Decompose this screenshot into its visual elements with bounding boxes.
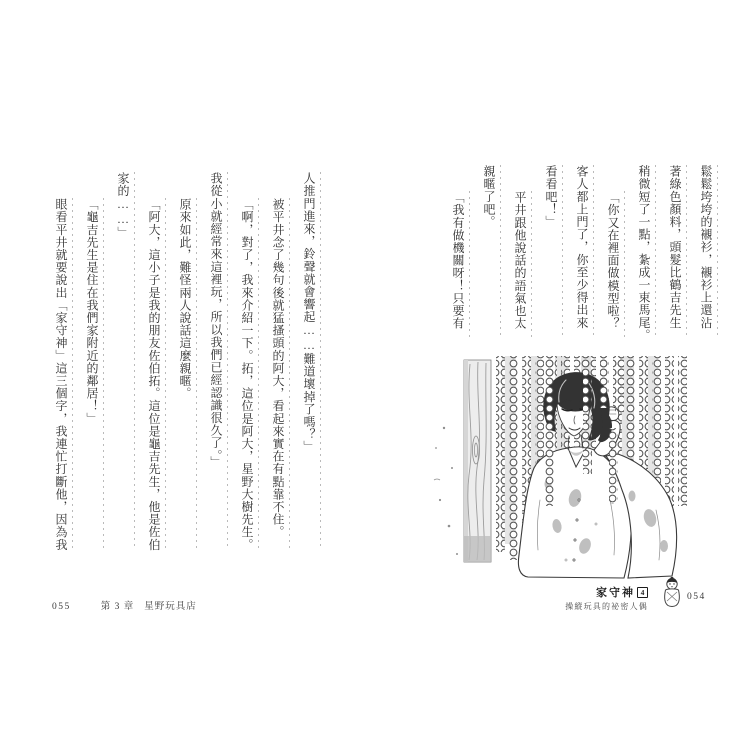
series-title: 家守神 [596, 587, 635, 599]
wood-frame [464, 360, 491, 562]
text-column: 「啊，對了，我來介紹一下。拓，這位是阿大，星野大樹先生。 [240, 172, 254, 551]
series-title-block [565, 587, 648, 611]
page-055-text-block [54, 172, 316, 551]
paint-speckles [434, 427, 458, 555]
page-number-left: 055 [52, 602, 71, 612]
text-column: 親暱了吧。 [482, 165, 496, 341]
text-column: 人推門進來，鈴聲就會響起……難道壞掉了嗎？」 [302, 172, 316, 551]
text-column: 客人都上門了，你至少得出來 [575, 165, 589, 341]
text-column: 稍微短了一點，紮成一束馬尾。 [637, 165, 651, 342]
series-subtitle: 操縱玩具的祕密人偶 [565, 601, 648, 611]
text-column: 看看吧！」 [544, 165, 558, 341]
text-column: 家的……」 [116, 172, 130, 551]
page-054-text-block [451, 165, 713, 341]
text-column: 被平井念了幾句後就猛搔頭的阿大，看起來實在有點靠不住。 [271, 172, 285, 551]
text-column: 「我有做機關呀！只要有 [451, 165, 465, 341]
illustration-man-bead-curtain [428, 350, 708, 585]
doll-icon [659, 575, 685, 609]
page-number-right: 054 [687, 592, 706, 602]
text-column: 「龜吉先生是住在我們家附近的鄰居！」 [85, 172, 99, 551]
page-055-footer [52, 598, 197, 612]
volume-number-badge: 4 [637, 587, 648, 598]
text-column: 眼看平井就要說出「家守神」這三個字，我連忙打斷他，因為我 [54, 172, 68, 551]
text-column: 「你又在裡面做模型啦？ [606, 165, 620, 341]
text-column: 我從小就經常來這裡玩，所以我們已經認識很久了。」 [209, 172, 223, 551]
text-column: 平井跟他說話的語氣也太 [513, 165, 527, 341]
chapter-title: 星野玩具店 [144, 602, 197, 612]
text-column: 「阿大，這小子是我的朋友佐伯拓。這位是龜吉先生，他是佐伯 [147, 172, 161, 551]
text-column: 原來如此，難怪兩人說話這麼親暱。 [178, 172, 192, 551]
chapter-label: 第 3 章 [100, 602, 135, 612]
text-column: 著綠色顏料，頭髮比鶴吉先生 [668, 165, 682, 341]
text-column: 鬆鬆垮垮的襯衫，襯衫上還沾 [699, 165, 713, 341]
bead-curtain-scene [428, 350, 708, 585]
